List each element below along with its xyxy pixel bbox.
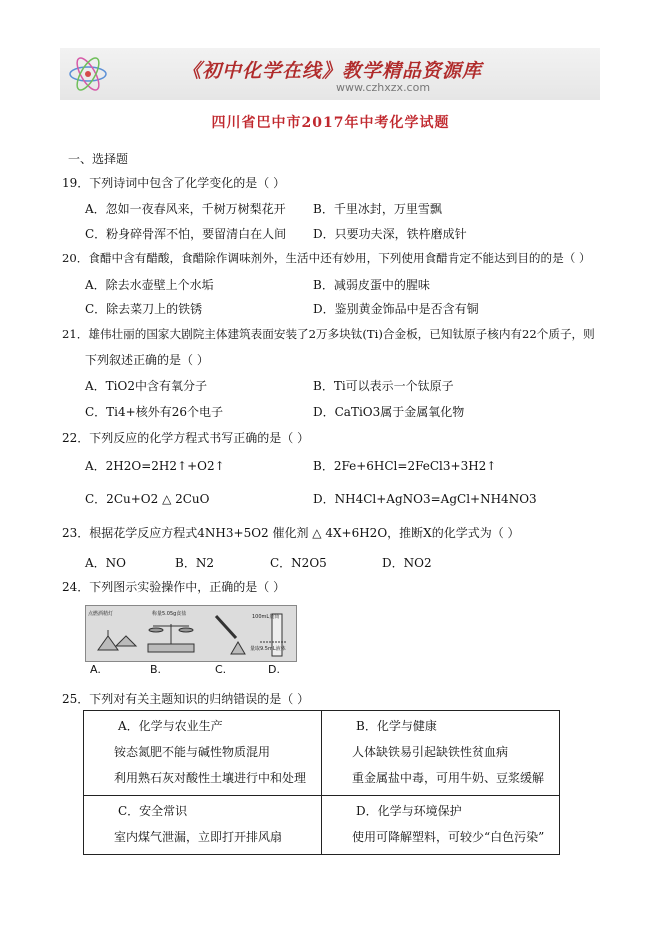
table-cell: [322, 796, 560, 855]
cell-heading: A．化学与农业生产: [118, 719, 223, 733]
cell-heading: B．化学与健康: [356, 719, 437, 733]
figure-caption-d: 量取9.5mL液体: [250, 646, 286, 652]
cell-line: 人体缺铁易引起缺铁性贫血病: [352, 745, 509, 759]
question-25: [62, 690, 309, 707]
alcohol-lamp-icon: [98, 630, 136, 650]
question-number: 20．: [62, 251, 89, 265]
question-stem: 雄伟壮丽的国家大剧院主体建筑表面安装了2万多块钛(Ti)合金板，已知钛原子核内有22个质子，则: [88, 327, 595, 341]
test-tube-heating-icon: [216, 616, 245, 654]
question-19: [62, 174, 285, 191]
option-c: C．N2O5: [270, 556, 327, 570]
option-d: D．NH4Cl+AgNO3=AgCl+NH4NO3: [313, 492, 537, 506]
question-number: 25．: [62, 692, 90, 706]
option-a: A．2H2O=2H2↑+O2↑: [85, 459, 225, 473]
question-stem: 食醋中含有醋酸，食醋除作调味剂外，生活中还有妙用，下列使用食醋肯定不能达到目的的是（ ）: [88, 251, 591, 265]
option-a: A．NO: [85, 556, 127, 570]
option-a: A．除去水壶壁上个水垢: [85, 278, 214, 292]
figure-label-a: A.: [90, 663, 101, 676]
table-cell: [84, 796, 322, 855]
banner-title: 《初中化学在线》教学精品资源库: [182, 60, 483, 82]
figure-caption-a: 点燃酒精灯: [88, 611, 114, 617]
question-22: [62, 429, 309, 446]
question-stem: 下列反应的化学方程式书写正确的是（ ）: [89, 431, 310, 445]
question-stem-continued: 下列叙述正确的是（ ）: [85, 353, 209, 367]
question-stem: 根据花学反应方程式4NH3+5O2 催化剂 △ 4X+6H2O，推断X的化学式为（ ）: [89, 526, 520, 540]
option-c: C．2Cu+O2 △ 2CuO: [85, 492, 210, 506]
question-25-table: [83, 710, 560, 855]
option-d: D．鉴别黄金饰品中是否含有铜: [313, 302, 479, 316]
option-c: C．粉身碎骨浑不怕，要留清白在人间: [85, 227, 287, 241]
lab-operations-figure: [85, 605, 297, 662]
cell-line: 室内煤气泄漏，立即打开排风扇: [114, 830, 283, 844]
figure-label-d: D.: [268, 663, 280, 676]
option-c: C．Ti4+核外有26个电子: [85, 405, 223, 419]
option-b: B．2Fe+6HCl=2FeCl3+3H2↑: [313, 459, 497, 473]
question-number: 24．: [62, 580, 90, 594]
question-number: 19．: [62, 176, 90, 190]
cell-line: 重金属盐中毒，可用牛奶、豆浆缓解: [352, 771, 545, 785]
banner-url[interactable]: www.czhxzx.com: [336, 81, 431, 94]
atom-logo-icon: [66, 52, 110, 96]
question-21: [62, 326, 595, 342]
option-a: A．忽如一夜春风来，千树万树梨花开: [85, 202, 286, 216]
figure-label-b: B.: [150, 663, 162, 676]
section-label: 一、选择题: [68, 152, 129, 166]
figure-label-c: C.: [215, 663, 227, 676]
question-number: 21．: [62, 327, 89, 341]
option-d: D．只要功夫深，铁杵磨成针: [313, 227, 467, 241]
balance-scale-icon: [148, 624, 194, 652]
table-cell: [84, 711, 322, 796]
question-stem: 下列诗词中包含了化学变化的是（ ）: [89, 176, 286, 190]
figure-caption-b: 称量5.05g食盐: [152, 611, 187, 617]
cell-line: 利用熟石灰对酸性土壤进行中和处理: [114, 771, 307, 785]
question-stem: 下列图示实验操作中，正确的是（ ）: [89, 580, 286, 594]
option-a: A．TiO2中含有氧分子: [85, 379, 207, 393]
option-b: B．N2: [175, 556, 214, 570]
figure-caption-c: 100mL量筒: [252, 614, 280, 620]
question-number: 22．: [62, 431, 90, 445]
question-24: [62, 578, 285, 595]
option-d: D．CaTiO3属于金属氧化物: [313, 405, 465, 419]
page-title: 四川省巴中市2017年中考化学试题: [211, 115, 450, 131]
option-b: B．Ti可以表示一个钛原子: [313, 379, 454, 393]
cell-heading: C．安全常识: [118, 804, 188, 818]
option-c: C．除去菜刀上的铁锈: [85, 302, 203, 316]
question-23: [62, 524, 520, 541]
cell-heading: D．化学与环境保护: [356, 804, 462, 818]
question-number: 23．: [62, 526, 90, 540]
header-banner: [60, 48, 600, 100]
option-d: D．NO2: [382, 556, 432, 570]
question-stem: 下列对有关主题知识的归纳错误的是（ ）: [89, 692, 310, 706]
question-20: [62, 250, 591, 266]
table-cell: [322, 711, 560, 796]
option-b: B．千里冰封，万里雪飘: [313, 202, 442, 216]
cell-line: 铵态氮肥不能与碱性物质混用: [114, 745, 271, 759]
option-b: B．减弱皮蛋中的腥味: [313, 278, 430, 292]
cell-line: 使用可降解塑料，可较少“白色污染”: [352, 830, 545, 844]
